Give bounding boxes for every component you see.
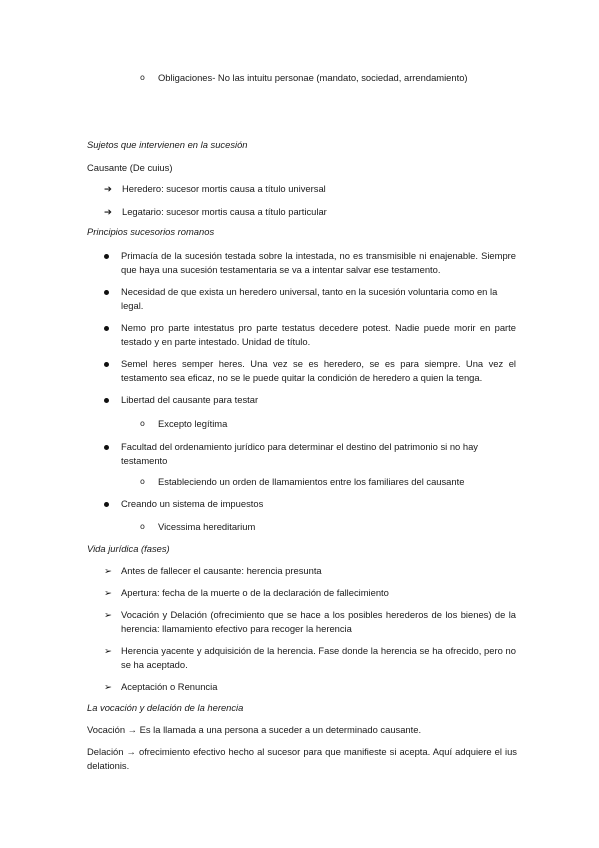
list-item-text: Primacía de la sucesión testada sobre la intestada, no es transmisible ni enajenable. Siempre que haya una sucesión testamentaria se va a intentar salvar ese testamento. — [121, 250, 516, 275]
section-heading-principios: Principios sucesorios romanos — [87, 226, 215, 237]
list-item — [104, 586, 516, 600]
list-item-text: Excepto legítima — [158, 418, 228, 429]
section-heading-sujetos: Sujetos que intervienen en la sucesión — [87, 139, 248, 150]
paragraph-causante: Causante (De cuius) — [87, 162, 173, 173]
list-item-text: Antes de fallecer el causante: herencia presunta — [121, 565, 322, 576]
bullet-icon — [104, 254, 109, 259]
circle-bullet-icon: o — [140, 73, 145, 82]
list-item — [104, 497, 516, 511]
bullet-icon — [104, 326, 109, 331]
list-item — [104, 608, 516, 636]
list-item-text: Necesidad de que exista un heredero universal, tanto en la sucesión voluntaria como en la legal. — [121, 286, 498, 311]
list-item-text: Vocación y Delación (ofrecimiento que se hace a los posibles herederos de los bienes) de la herencia: llamamiento efectivo para recoger la herencia — [121, 609, 516, 634]
list-item — [104, 644, 516, 672]
paragraph-delacion: Delación → ofrecimiento efectivo hecho al sucesor para que manifieste si acepta. Aquí adquiere el ius delationis. — [87, 746, 517, 771]
list-item-text: Libertad del causante para testar — [121, 394, 259, 405]
arrowhead-icon: ➢ — [104, 587, 112, 598]
list-item — [104, 440, 516, 468]
list-item — [104, 680, 516, 694]
list-item-text: Vicessima hereditarium — [158, 521, 256, 532]
section-heading-vocacion: La vocación y delación de la herencia — [87, 702, 244, 713]
list-item-text: Apertura: fecha de la muerte o de la declaración de fallecimiento — [121, 587, 389, 598]
list-item — [104, 564, 516, 578]
list-item-text: Nemo pro parte intestatus pro parte testatus decedere potest. Nadie puede morir en parte testado y en parte intestado. Unidad de título. — [121, 322, 516, 347]
list-item — [104, 285, 516, 313]
list-item — [104, 205, 514, 219]
list-item-text: Heredero: sucesor mortis causa a título universal — [122, 183, 326, 194]
paragraph-vocacion: Vocación → Es la llamada a una persona a suceder a un determinado causante. — [87, 724, 422, 735]
list-item-text: Facultad del ordenamiento jurídico para determinar el destino del patrimonio si no hay testamento — [121, 441, 478, 466]
list-item-text: Creando un sistema de impuestos — [121, 498, 264, 509]
arrowhead-icon: ➢ — [104, 681, 112, 692]
list-item-text: Semel heres semper heres. Una vez se es heredero, se es para siempre. Una vez el testamento sea eficaz, no se le puede quitar la condición de heredero a quien la tenga. — [121, 358, 516, 383]
circle-bullet-icon: o — [140, 419, 145, 428]
bullet-icon — [104, 445, 109, 450]
circle-bullet-icon: o — [140, 522, 145, 531]
list-item — [140, 520, 516, 534]
list-item-text: Obligaciones- No las intuitu personae (mandato, sociedad, arrendamiento) — [158, 72, 468, 83]
section-heading-vida-juridica: Vida jurídica (fases) — [87, 543, 170, 554]
list-item — [104, 357, 516, 385]
list-item-text: Estableciendo un orden de llamamientos entre los familiares del causante — [158, 476, 465, 487]
list-item — [104, 393, 516, 407]
list-item-text: Herencia yacente y adquisición de la herencia. Fase donde la herencia se ha ofrecido, pero no se ha aceptado. — [121, 645, 516, 670]
list-item-text: Aceptación o Renuncia — [121, 681, 218, 692]
bullet-icon — [104, 502, 109, 507]
list-item — [140, 71, 520, 85]
list-item — [140, 417, 516, 431]
list-item — [104, 182, 514, 196]
bullet-icon — [104, 398, 109, 403]
circle-bullet-icon: o — [140, 477, 145, 486]
bullet-icon — [104, 362, 109, 367]
arrowhead-icon: ➢ — [104, 565, 112, 576]
list-item — [140, 475, 516, 489]
list-item — [104, 249, 516, 277]
arrowhead-icon: ➢ — [104, 645, 112, 656]
arrowhead-icon: ➢ — [104, 609, 112, 620]
list-item — [104, 321, 516, 349]
arrow-right-icon: ➔ — [104, 183, 112, 194]
bullet-icon — [104, 290, 109, 295]
list-item-text: Legatario: sucesor mortis causa a título particular — [122, 206, 327, 217]
arrow-right-icon: ➔ — [104, 206, 112, 217]
